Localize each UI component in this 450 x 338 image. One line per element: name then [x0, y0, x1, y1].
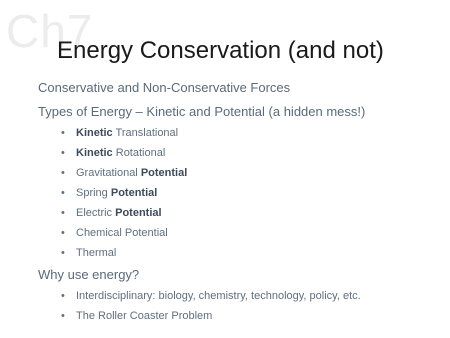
sub-bullet-item [38, 166, 443, 180]
bullet-text: Why use energy? [38, 267, 140, 282]
bullet-dot-icon: • [61, 227, 65, 239]
bullet-dot-icon: • [61, 167, 65, 179]
bullet-dot-icon: • [61, 187, 65, 199]
bullet-dot-icon: • [61, 247, 65, 259]
bullet-bold-text: Kinetic [76, 147, 113, 159]
sub-bullet-item [38, 146, 443, 160]
bullet-text: Conservative and Non-Conservative Forces [38, 80, 291, 95]
chapter-watermark: Ch7 [6, 5, 94, 57]
bullet-item [38, 79, 443, 96]
slide-title: Energy Conservation (and not) [57, 37, 384, 64]
bullet-text: Chemical Potential [76, 227, 168, 239]
bullet-dot-icon: • [61, 290, 65, 302]
bullet-item [38, 103, 443, 120]
bullet-bold-text: Potential [140, 167, 188, 179]
sub-bullet-item [38, 186, 443, 200]
bullet-bold-text: Kinetic [76, 127, 113, 139]
bullet-item [38, 266, 443, 283]
bullet-text: The Roller Coaster Problem [76, 310, 213, 322]
bullet-dot-icon: • [61, 147, 65, 159]
bullet-text: Spring [76, 187, 111, 199]
bullet-text: Interdisciplinary: biology, chemistry, technology, policy, etc. [76, 290, 361, 302]
sub-bullet-item [38, 289, 443, 303]
bullet-text: Translational [112, 127, 179, 139]
sub-bullet-item [38, 246, 443, 260]
bullet-text: Electric [76, 207, 116, 219]
sub-bullet-item [38, 206, 443, 220]
bullet-text: Gravitational [76, 167, 141, 179]
bullet-text: Types of Energy – Kinetic and Potential (a hidden mess!) [38, 104, 366, 119]
bullet-dot-icon: • [61, 310, 65, 322]
bullet-dot-icon: • [61, 207, 65, 219]
sub-bullet-item [38, 226, 443, 240]
sub-bullet-item [38, 309, 443, 323]
bullet-text: Thermal [76, 247, 117, 259]
bullet-text: Rotational [112, 147, 166, 159]
bullet-dot-icon: • [61, 127, 65, 139]
sub-bullet-item [38, 126, 443, 140]
slide-content [38, 79, 443, 323]
bullet-bold-text: Potential [110, 187, 158, 199]
bullet-bold-text: Potential [115, 207, 162, 219]
